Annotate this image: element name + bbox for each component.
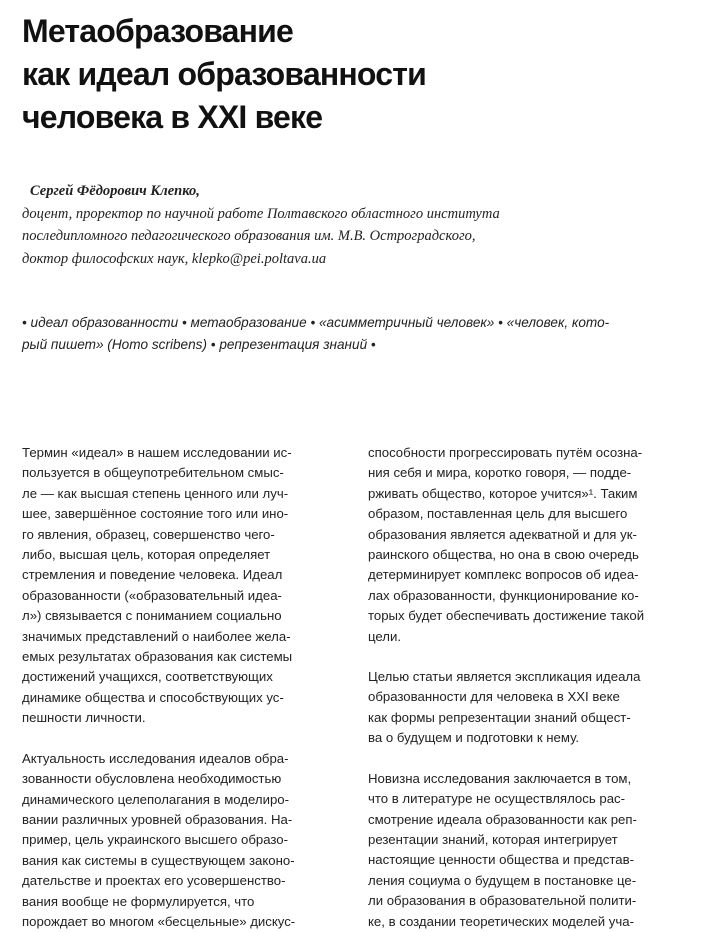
text-line: го явления, образец, совершенство чего-	[22, 526, 275, 542]
text-line: торых будет обеспечивать достижение такой	[368, 608, 645, 624]
text-line: что в литературе не осуществлялось рас-	[368, 791, 626, 807]
author-name: Сергей Фёдорович Клепко,	[30, 183, 200, 199]
author-affiliation-line: доцент, проректор по научной работе Полтавского областного института	[22, 205, 500, 222]
text-line: лах образованности, функционирование ко-	[368, 587, 639, 603]
text-line: пример, цель украинского высшего образо-	[22, 832, 289, 848]
author-affiliation-line: последипломного педагогического образования им. М.В. Остроградского,	[22, 228, 476, 244]
text-line: резентации знаний, которая интегрирует	[368, 831, 618, 847]
text-line: значимых представлений о наиболее жела-	[22, 628, 291, 644]
text-line: способности прогрессировать путём осозна-	[368, 445, 643, 460]
text-line: образом, поставленная цель для высшего	[368, 506, 628, 522]
text-line: шее, завершённое состояние того или ино-	[22, 506, 289, 522]
text-line: раинского общества, но она в свою очередь	[368, 547, 639, 563]
text-line: порождает во многом «бесцельные» дискус-	[22, 913, 296, 929]
text-line: цели.	[368, 628, 402, 644]
text-line: стремления и поведение человека. Идеал	[22, 567, 283, 583]
text-line: емых результатах образования как системы	[22, 649, 293, 665]
paragraph	[368, 667, 694, 749]
title-line-1: Метаобразование	[22, 13, 294, 49]
text-line: Актуальность исследования идеалов обра-	[22, 750, 289, 766]
text-line: достижений учащихся, соответствующих	[22, 669, 273, 685]
text-line: вания как системы в существующем законо-	[22, 852, 295, 868]
author-affiliation-line: доктор философских наук, klepko@pei.poltava.ua	[22, 250, 327, 267]
text-line: образования является адекватной и для ук-	[368, 526, 637, 542]
left-column	[22, 443, 348, 932]
title-line-3: человека в XXI веке	[22, 99, 323, 135]
text-line: ления социума о будущем в постановке це-	[368, 872, 637, 888]
text-line: ва о будущем и подготовки к нему.	[368, 730, 580, 746]
text-line: Новизна исследования заключается в том,	[368, 770, 632, 786]
text-line: динамике общества и способствующих ус-	[22, 689, 284, 705]
text-line: пешности личности.	[22, 710, 146, 726]
text-line: Целью статьи является экспликация идеала	[368, 669, 641, 685]
text-line: смотрение идеала образованности как реп-	[368, 811, 637, 827]
text-line: рживать общество, которое учится»¹. Таким	[368, 485, 638, 501]
text-line: как формы репрезентации знаний общест-	[368, 709, 631, 725]
paragraph	[22, 443, 348, 729]
article-title	[22, 10, 662, 139]
text-line: пользуется в общеупотребительном смыс-	[22, 465, 284, 481]
text-line: настоящие ценности общества и представ-	[368, 852, 634, 868]
text-line: ния себя и мира, коротко говоря, — подде-	[368, 465, 632, 481]
author-info	[22, 180, 662, 270]
keywords-line: рый пишет» (Homo scribens) • репрезентация знаний •	[22, 337, 376, 352]
keywords-line: • идеал образованности • метаобразование • «асимметричный человек» • «человек, кото-	[22, 315, 610, 330]
text-line: ли образования в образовательной полити-	[368, 893, 637, 909]
text-line: вании различных уровней образования. На-	[22, 811, 293, 827]
text-line: л») связывается с пониманием социально	[22, 608, 282, 624]
text-line: Термин «идеал» в нашем исследовании ис-	[22, 445, 292, 460]
title-line-2: как идеал образованности	[22, 56, 426, 92]
text-line: образованности («образовательный идеа-	[22, 587, 282, 603]
text-line: либо, высшая цель, которая определяет	[22, 547, 271, 563]
text-line: ке, в создании теоретических моделей уча-	[368, 913, 634, 929]
text-line: образованности для человека в XXI веке	[368, 689, 620, 705]
text-line: ле — как высшая степень ценного или луч-	[22, 485, 289, 501]
paragraph	[22, 749, 348, 932]
text-line: детерминирует комплекс вопросов об идеа-	[368, 567, 639, 583]
text-line: дательстве и проектах его усовершенство-	[22, 873, 286, 889]
paragraph	[368, 443, 694, 647]
text-line: вания вообще не формулируется, что	[22, 893, 255, 909]
paragraph	[368, 769, 694, 932]
text-line: зованности обусловлена необходимостью	[22, 771, 282, 787]
right-column	[368, 443, 694, 932]
keywords	[22, 312, 690, 356]
text-line: динамического целеполагания в моделиро-	[22, 791, 290, 807]
